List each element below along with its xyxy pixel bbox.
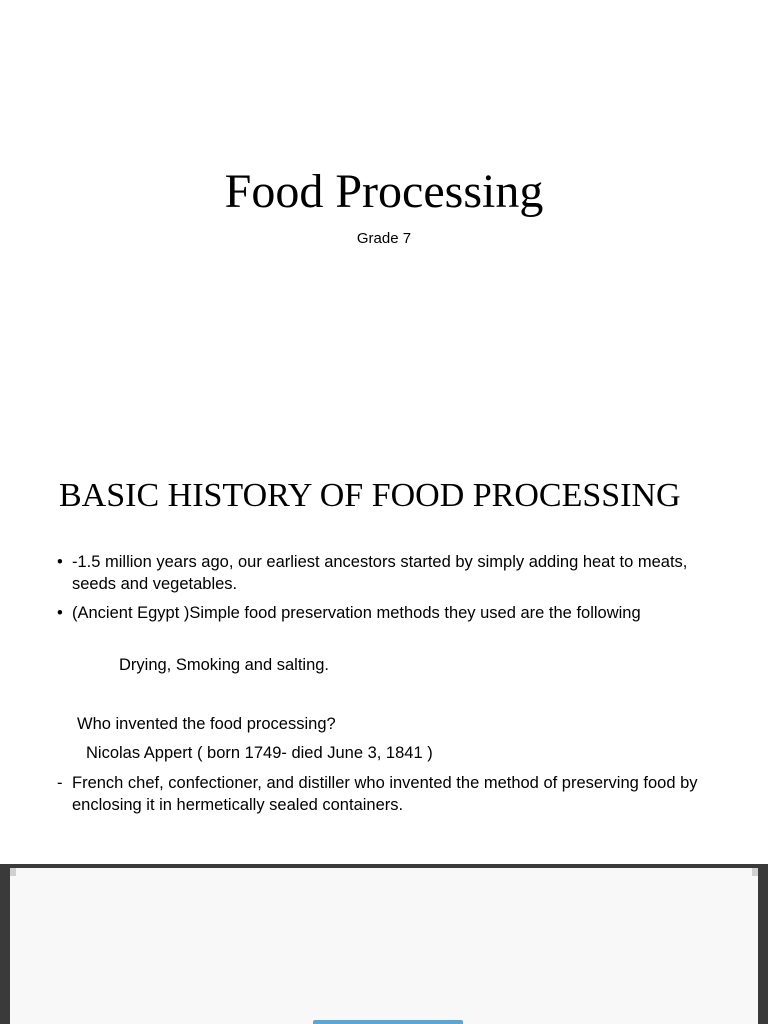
dash-item — [57, 772, 707, 816]
bullet-marker: • — [57, 553, 63, 571]
bullet-text: (Ancient Egypt )Simple food preservation methods they used are the following — [72, 604, 641, 622]
next-page-preview[interactable] — [10, 868, 758, 1024]
inventor-text: Nicolas Appert ( born 1749- died June 3, 1841 ) — [86, 744, 433, 762]
question-text: Who invented the food processing? — [77, 715, 336, 733]
bullet-item — [57, 602, 707, 624]
slide-subtitle: Grade 7 — [356, 230, 412, 247]
scroll-indicator[interactable] — [313, 1020, 463, 1024]
bullet-item — [57, 551, 707, 595]
bullet-marker: • — [57, 604, 63, 622]
section-heading: BASIC HISTORY OF FOOD PROCESSING — [59, 477, 681, 514]
history-slide — [0, 432, 768, 864]
slide-title: Food Processing — [224, 165, 544, 218]
title-slide — [0, 0, 768, 432]
dash-marker: - — [57, 774, 63, 792]
bullet-text: -1.5 million years ago, our earliest ancestors started by simply adding heat to meats, seeds and vegetables. — [72, 553, 688, 593]
dash-text: French chef, confectioner, and distiller who invented the method of preserving food by enclosing it in hermetically sealed containers. — [72, 774, 698, 814]
preservation-methods: Drying, Smoking and salting. — [119, 656, 330, 674]
